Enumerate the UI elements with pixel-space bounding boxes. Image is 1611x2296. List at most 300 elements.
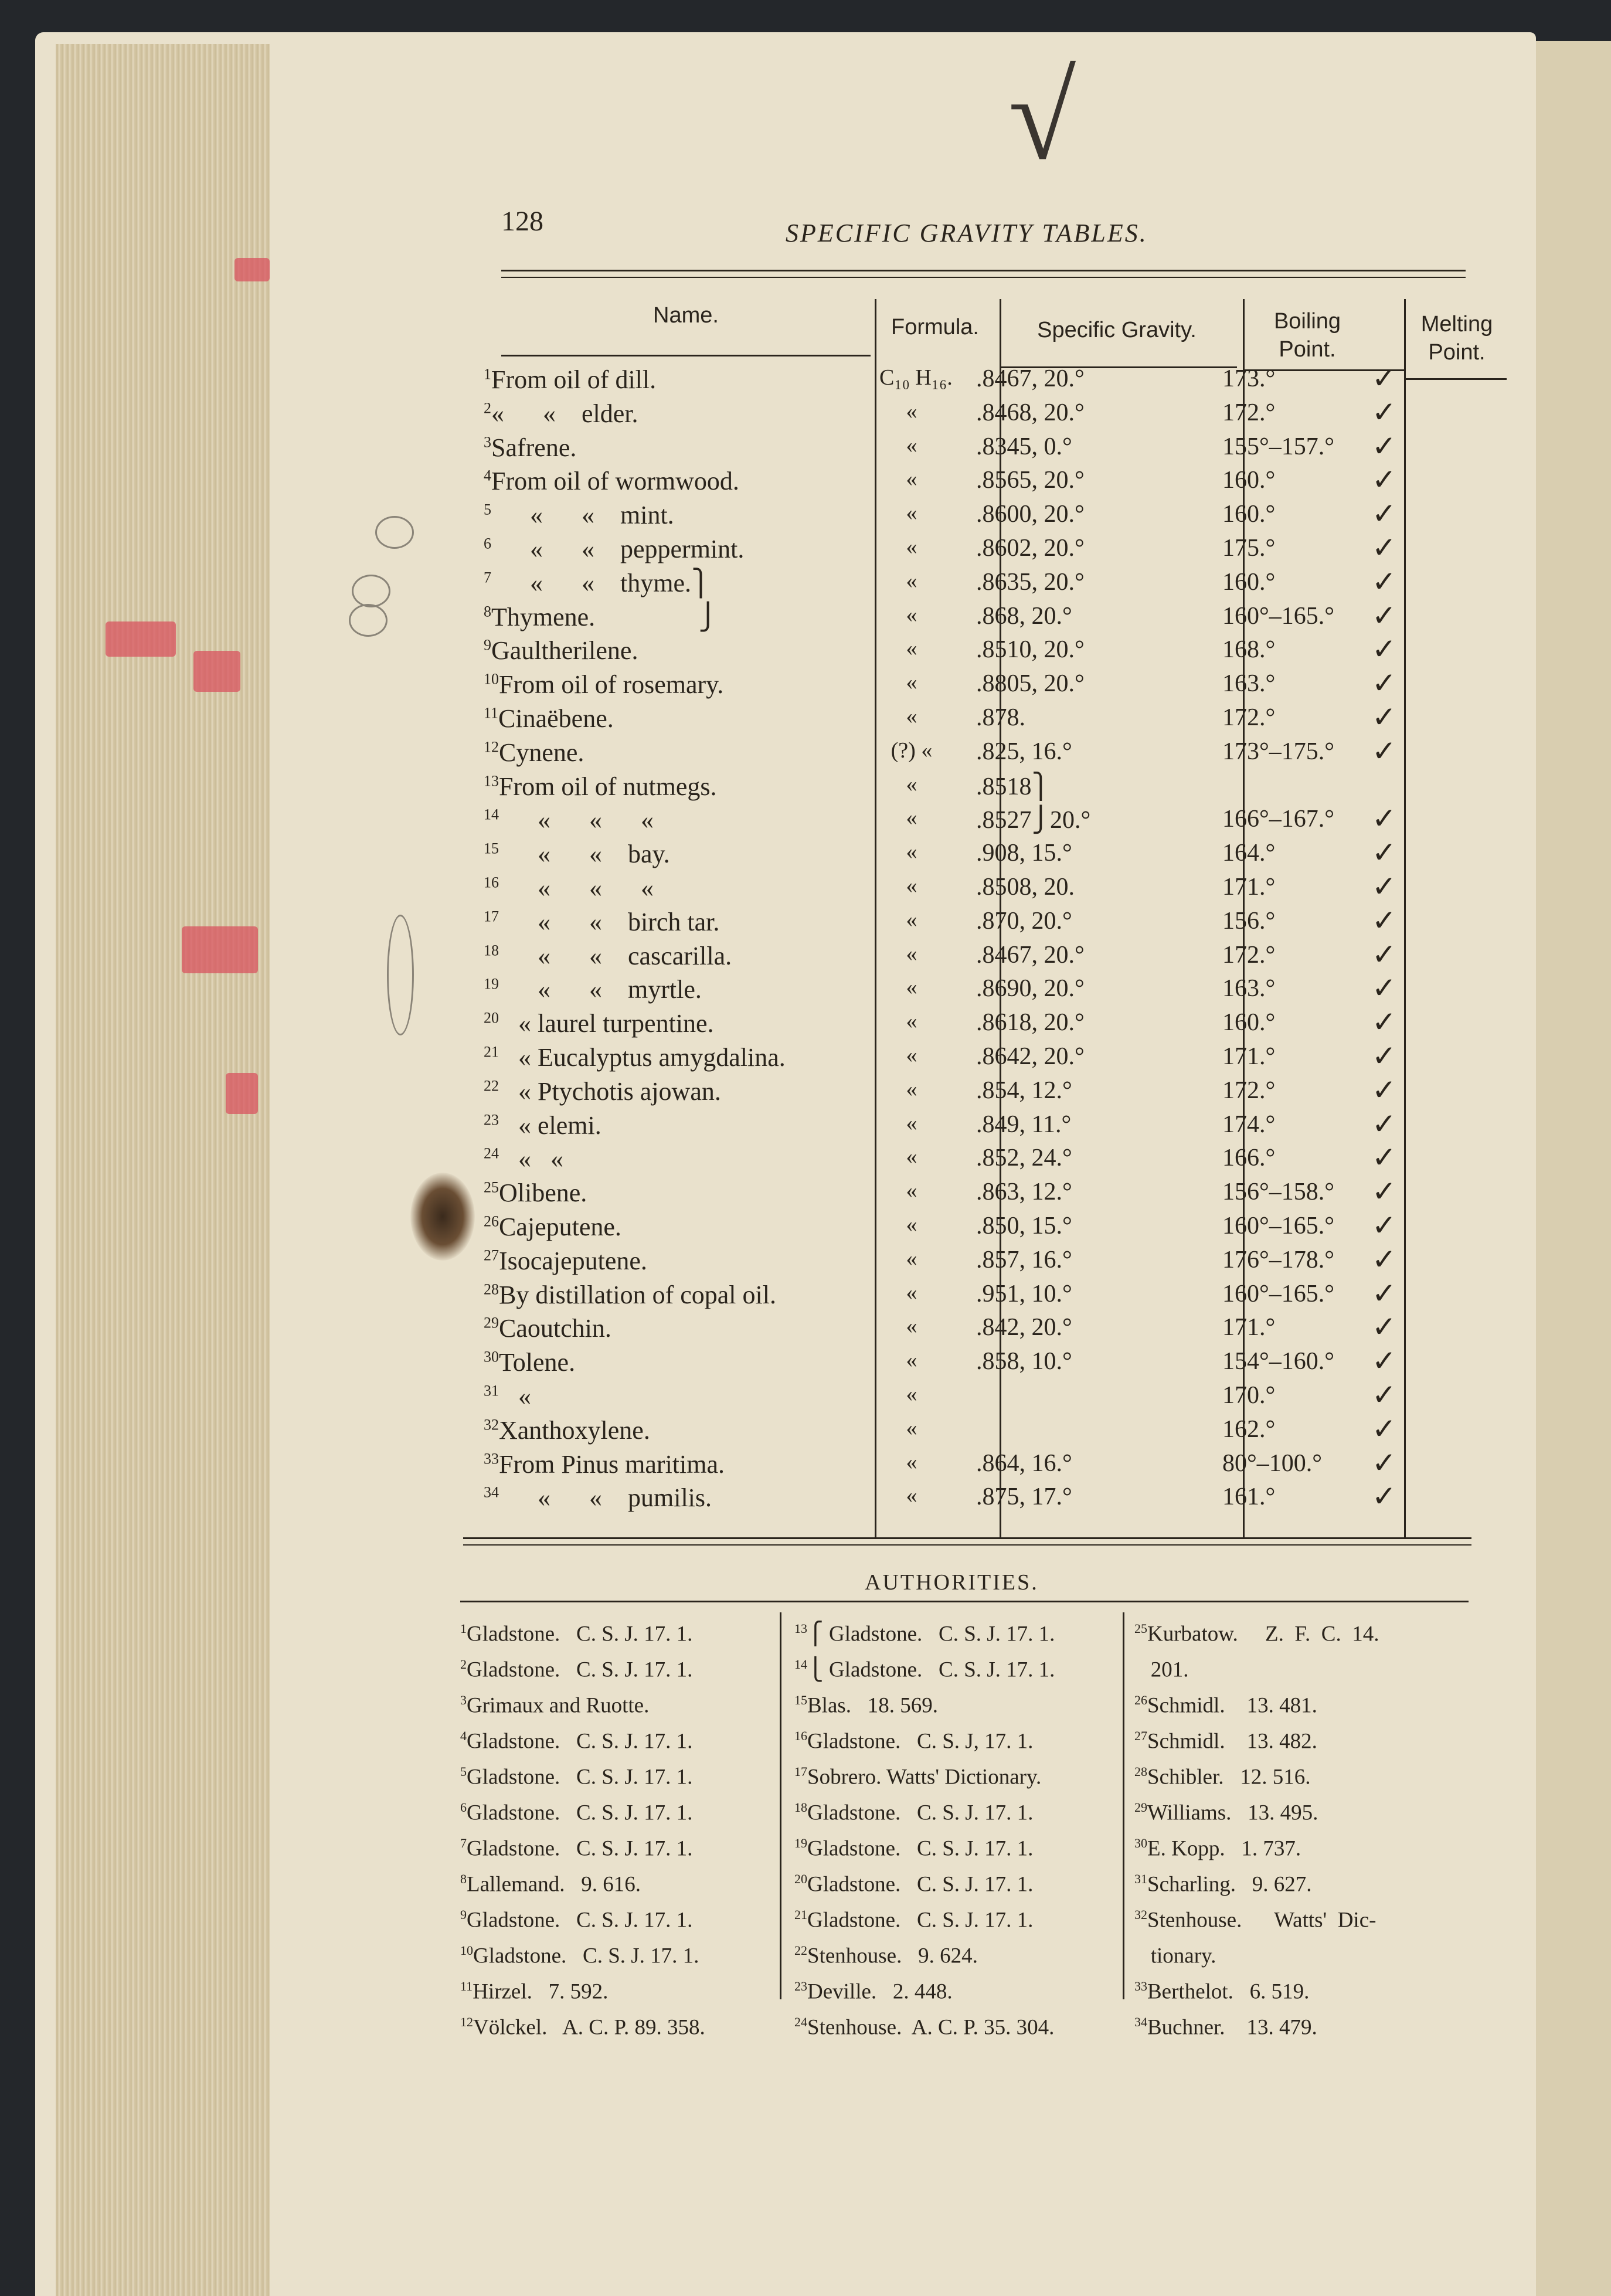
authority-entry (460, 1971, 705, 2007)
specific-gravity-cell: .8618, 20.° (976, 1009, 1085, 1037)
authorities-rule (460, 1601, 1469, 1602)
table-row (0, 599, 1611, 636)
footnote-number: 22 (484, 1077, 499, 1095)
name-cell (484, 1178, 587, 1208)
table-row (0, 1310, 1611, 1347)
boiling-point-cell: 160.° (1222, 568, 1276, 596)
name-cell (484, 738, 584, 767)
footnote-number: 5 (484, 501, 491, 518)
authority-text: Gladstone. C. S. J. 17. 1. (467, 1658, 693, 1682)
formula-cell: « (906, 467, 917, 492)
table-row (0, 904, 1611, 941)
authority-text: Gladstone. C. S. J. 17. 1. (467, 1765, 693, 1789)
formula-cell: « (906, 1415, 917, 1441)
authority-text: Gladstone. C. S. J. 17. 1. (807, 1801, 1034, 1825)
pencil-check-icon: ✓ (1372, 701, 1396, 733)
table-row (0, 802, 1611, 839)
table-row (0, 772, 1611, 806)
specific-gravity-cell: .863, 12.° (976, 1178, 1072, 1206)
formula-cell: « (906, 1280, 917, 1305)
table-row (0, 1008, 1611, 1042)
specific-gravity-cell: .850, 15.° (976, 1212, 1072, 1239)
authority-number: 8 (460, 1872, 467, 1887)
pencil-check-icon: ✓ (1372, 429, 1396, 463)
authority-text: tionary. (1134, 1944, 1216, 1968)
substance-name: « « « (499, 806, 654, 835)
authority-text: Schmidl. 13. 482. (1147, 1729, 1317, 1754)
name-cell (484, 974, 702, 1004)
formula-cell: « (906, 1314, 917, 1339)
substance-name: Cajeputene. (499, 1212, 621, 1241)
name-cell (484, 399, 638, 429)
boiling-point-cell: 160°–165.° (1222, 1280, 1335, 1307)
authority-entry (460, 2007, 705, 2043)
authority-number: 22 (794, 1943, 807, 1958)
boiling-point-cell: 156.° (1222, 907, 1276, 935)
authority-text: Schibler. 12. 516. (1147, 1765, 1311, 1789)
specific-gravity-cell: .8600, 20.° (976, 501, 1085, 528)
substance-name: « « bay. (499, 840, 670, 869)
substance-name: Xanthoxylene. (499, 1415, 650, 1445)
authority-number: 2 (460, 1657, 467, 1672)
substance-name: « « peppermint. (491, 535, 745, 563)
specific-gravity-cell: .951, 10.° (976, 1280, 1072, 1307)
authority-text: Grimaux and Ruotte. (467, 1693, 650, 1718)
authority-entry (460, 1757, 705, 1792)
authority-number: 20 (794, 1872, 807, 1887)
authorities-divider (1123, 1612, 1124, 1999)
authority-entry (794, 1971, 1055, 2007)
authority-entry (460, 1828, 705, 1864)
table-row (0, 667, 1611, 704)
boiling-point-cell: 160.° (1222, 501, 1276, 528)
pencil-check-icon: ✓ (1372, 633, 1396, 666)
boiling-point-cell: 80°–100.° (1222, 1449, 1323, 1477)
table-row (0, 734, 1611, 772)
formula-cell: C₁₀ H₁₆. (879, 365, 953, 390)
substance-name: Isocajeputene. (499, 1246, 647, 1275)
substance-name: « « elder. (491, 399, 638, 428)
specific-gravity-cell: .857, 16.° (976, 1246, 1072, 1273)
specific-gravity-cell: .8527⎭20.° (976, 807, 1091, 834)
authority-number: 7 (460, 1836, 467, 1851)
boiling-point-cell: 154°–160.° (1222, 1348, 1335, 1375)
authority-number: 27 (1134, 1728, 1147, 1744)
footnote-number: 4 (484, 467, 491, 484)
header-melting-text: Melting Point. (1420, 312, 1493, 365)
authority-entry (794, 1935, 1055, 1971)
header-boiling-point (1243, 308, 1372, 364)
substance-name: « « birch tar. (499, 907, 720, 936)
specific-gravity-cell: .8345, 0.° (976, 433, 1072, 460)
substance-name: « laurel turpentine. (499, 1009, 714, 1038)
specific-gravity-cell: .8690, 20.° (976, 975, 1085, 1003)
specific-gravity-cell: .825, 16.° (976, 738, 1072, 765)
boiling-point-cell: 175.° (1222, 535, 1276, 562)
formula-cell: « (906, 501, 917, 526)
authority-entry (460, 1900, 705, 1935)
specific-gravity-cell: .878. (976, 704, 1025, 731)
pencil-check-icon: ✓ (1372, 802, 1396, 835)
table-row (0, 1344, 1611, 1381)
authority-number: 31 (1134, 1872, 1147, 1887)
substance-name: From oil of nutmegs. (499, 772, 717, 801)
authority-number: 9 (460, 1907, 467, 1923)
pencil-check-icon: ✓ (1372, 1209, 1396, 1242)
footnote-number: 8 (484, 602, 491, 620)
authority-text: Williams. 13. 495. (1147, 1801, 1318, 1825)
authority-number: 32 (1134, 1907, 1147, 1923)
pencil-check-icon: ✓ (1372, 972, 1396, 1005)
footnote-number: 13 (484, 772, 499, 789)
formula-cell: « (906, 874, 917, 898)
footnote-number: 6 (484, 535, 491, 552)
pencil-check-icon: ✓ (1372, 362, 1396, 395)
pencil-check-icon: ✓ (1372, 1378, 1396, 1411)
table-row (0, 1412, 1611, 1449)
substance-name: « « cascarilla. (499, 941, 732, 970)
table-row (0, 938, 1611, 975)
table-row (0, 1042, 1611, 1076)
name-cell (484, 1008, 714, 1038)
substance-name: By distillation of copal oil. (499, 1280, 776, 1309)
specific-gravity-cell: .8565, 20.° (976, 467, 1085, 494)
table-row (0, 1175, 1611, 1212)
name-cell (484, 941, 732, 971)
footnote-number: 16 (484, 874, 499, 891)
pencil-check-icon: ✓ (1372, 599, 1396, 632)
substance-name: « (499, 1382, 531, 1411)
boiling-point-cell: 155°–157.° (1222, 433, 1335, 460)
table-row (0, 870, 1611, 907)
formula-cell: (?) « (891, 738, 933, 763)
authority-entry (460, 1685, 705, 1721)
authority-entry (794, 1614, 1055, 1649)
boiling-point-cell: 163.° (1222, 975, 1276, 1003)
formula-cell: « (906, 806, 917, 831)
authority-entry (1134, 1792, 1379, 1828)
table-row (0, 1242, 1611, 1280)
substance-name: « « myrtle. (499, 975, 702, 1004)
formula-cell: « (906, 941, 917, 966)
formula-cell: « (906, 1483, 917, 1509)
table-row (0, 1446, 1611, 1483)
name-cell (484, 907, 719, 937)
formula-cell: « (906, 1144, 917, 1170)
footnote-number: 3 (484, 433, 491, 450)
name-cell (484, 873, 654, 903)
authority-entry (460, 1721, 705, 1757)
authority-text: Gladstone. C. S. J, 17. 1. (807, 1729, 1034, 1754)
boiling-point-cell: 171.° (1222, 874, 1276, 901)
specific-gravity-cell: .854, 12.° (976, 1076, 1072, 1104)
authority-text: Scharling. 9. 627. (1147, 1872, 1312, 1897)
table-top-rule (501, 277, 1466, 278)
name-cell (484, 1483, 712, 1513)
authority-text: 201. (1134, 1658, 1189, 1682)
boiling-point-cell: 164.° (1222, 840, 1276, 867)
table-row (0, 497, 1611, 534)
pencil-check-icon: ✓ (1372, 1276, 1396, 1310)
authorities-column-1 (460, 1614, 705, 2043)
authority-entry (794, 1828, 1055, 1864)
authority-text: Gladstone. C. S. J. 17. 1. (807, 1908, 1034, 1932)
substance-name: From oil of rosemary. (499, 670, 724, 699)
footnote-number: 14 (484, 806, 499, 823)
specific-gravity-cell: .8805, 20.° (976, 670, 1085, 698)
boiling-point-cell: 173.° (1222, 365, 1276, 392)
name-cell (484, 602, 718, 632)
authorities-title: AUTHORITIES. (865, 1570, 1039, 1595)
boiling-point-cell: 166°–167.° (1222, 806, 1335, 833)
name-cell (484, 568, 711, 598)
formula-cell: « (906, 1348, 917, 1373)
name-cell (484, 1144, 563, 1174)
table-row (0, 974, 1611, 1008)
specific-gravity-cell: .864, 16.° (976, 1449, 1072, 1477)
name-cell (484, 1280, 776, 1310)
authority-text: Deville. 2. 448. (807, 1979, 953, 2004)
specific-gravity-cell: .8467, 20.° (976, 941, 1085, 969)
boiling-point-cell: 172.° (1222, 704, 1276, 731)
substance-name: « « thyme.⎫ (491, 568, 711, 597)
authority-text: ⎧ Gladstone. C. S. J. 17. 1. (807, 1622, 1055, 1646)
name-cell (484, 1042, 786, 1072)
authority-entry (794, 2007, 1055, 2043)
table-row (0, 1276, 1611, 1314)
substance-name: « elemi. (499, 1110, 601, 1140)
authority-entry (794, 1864, 1055, 1900)
formula-cell: « (906, 1212, 917, 1237)
pencil-check-icon: ✓ (1372, 1040, 1396, 1072)
specific-gravity-cell: .908, 15.° (976, 840, 1072, 867)
boiling-point-cell: 160.° (1222, 1009, 1276, 1037)
table-top-rule (501, 270, 1466, 271)
authority-number: 16 (794, 1728, 807, 1744)
footnote-number: 30 (484, 1348, 499, 1366)
footnote-number: 34 (484, 1483, 499, 1501)
authority-number: 12 (460, 2015, 473, 2030)
authority-text: Gladstone. C. S. J. 17. 1. (807, 1872, 1034, 1897)
authority-text: Gladstone. C. S. J. 17. 1. (467, 1622, 693, 1646)
footnote-number: 31 (484, 1382, 499, 1400)
name-cell (484, 839, 670, 869)
table-row (0, 1378, 1611, 1415)
authority-number: 28 (1134, 1764, 1147, 1779)
header-name: Name. (653, 303, 719, 328)
substance-name: Caoutchin. (499, 1314, 611, 1343)
substance-name: « « mint. (491, 501, 674, 530)
formula-cell: « (906, 670, 917, 695)
boiling-point-cell: 174.° (1222, 1110, 1276, 1138)
name-cell (484, 704, 614, 733)
name-cell (484, 772, 717, 801)
footnote-number: 7 (484, 569, 491, 586)
table-row (0, 1209, 1611, 1246)
substance-name: Olibene. (499, 1178, 587, 1208)
substance-name: « « pumilis. (499, 1483, 712, 1513)
authority-text: Gladstone. C. S. J. 17. 1. (467, 1908, 693, 1932)
name-cell (484, 365, 656, 395)
footnote-number: 27 (484, 1247, 499, 1264)
authority-text: E. Kopp. 1. 737. (1147, 1836, 1301, 1861)
authority-entry (460, 1649, 705, 1685)
table-row (0, 633, 1611, 670)
name-cell (484, 1246, 647, 1276)
formula-cell: « (906, 1178, 917, 1204)
substance-name: « « « (499, 874, 654, 902)
authority-entry (1134, 1864, 1379, 1900)
specific-gravity-cell: .852, 24.° (976, 1144, 1072, 1172)
authority-number: 17 (794, 1764, 807, 1779)
authorities-divider (780, 1612, 781, 1999)
authority-entry (460, 1935, 705, 1971)
name-cell (484, 670, 723, 699)
specific-gravity-cell: .8602, 20.° (976, 535, 1085, 562)
pencil-check-icon: ✓ (1372, 904, 1396, 937)
boiling-point-cell: 172.° (1222, 941, 1276, 969)
authority-number: 34 (1134, 2015, 1147, 2030)
authority-entry (1134, 1935, 1379, 1971)
pencil-check-icon: ✓ (1372, 1344, 1396, 1378)
authority-entry (1134, 1757, 1379, 1792)
authority-entry (1134, 1971, 1379, 2007)
boiling-point-cell: 170.° (1222, 1382, 1276, 1409)
header-melting-point (1404, 311, 1510, 366)
pencil-check-icon: ✓ (1372, 1141, 1396, 1174)
authority-text: Völckel. A. C. P. 89. 358. (473, 2015, 705, 2040)
specific-gravity-cell: .8510, 20.° (976, 636, 1085, 664)
substance-name: « Eucalyptus amygdalina. (499, 1043, 786, 1072)
formula-cell: « (906, 704, 917, 729)
pencil-check-icon: ✓ (1372, 734, 1396, 767)
authority-entry (794, 1649, 1055, 1685)
name-cell (484, 534, 744, 564)
formula-cell: « (906, 975, 917, 1000)
specific-gravity-cell: .849, 11.° (976, 1110, 1072, 1138)
authority-entry (794, 1685, 1055, 1721)
authority-text: Hirzel. 7. 592. (473, 1979, 609, 2004)
footnote-number: 29 (484, 1314, 499, 1332)
authority-number: 6 (460, 1800, 467, 1815)
authority-entry (1134, 1649, 1379, 1685)
formula-cell: « (906, 602, 917, 627)
authority-number: 24 (794, 2015, 807, 2030)
pencil-check-icon: ✓ (1372, 1310, 1396, 1344)
name-cell (484, 636, 638, 665)
substance-name: Gaultherilene. (491, 636, 638, 665)
header-rule-name (501, 355, 871, 356)
substance-name: Safrene. (491, 433, 577, 462)
authority-number: 23 (794, 1979, 807, 1994)
name-cell (484, 1212, 621, 1242)
pencil-check-icon: ✓ (1372, 395, 1396, 429)
table-bottom-rule (463, 1537, 1471, 1539)
authority-entry (460, 1864, 705, 1900)
authority-text: Gladstone. C. S. J. 17. 1. (467, 1801, 693, 1825)
substance-name: Cynene. (499, 738, 584, 767)
authority-number: 3 (460, 1693, 467, 1708)
footnote-number: 11 (484, 704, 499, 722)
authority-number: 19 (794, 1836, 807, 1851)
specific-gravity-cell: .8635, 20.° (976, 568, 1085, 596)
formula-cell: « (906, 1043, 917, 1068)
pencil-check-icon: ✓ (1372, 1006, 1396, 1039)
authority-text: Sobrero. Watts' Dictionary. (807, 1765, 1042, 1789)
formula-cell: « (906, 1076, 917, 1102)
pencil-check-icon: ✓ (1372, 463, 1396, 497)
boiling-point-cell: 160.° (1222, 467, 1276, 494)
footnote-number: 9 (484, 636, 491, 654)
name-cell (484, 1415, 650, 1445)
footnote-number: 26 (484, 1212, 499, 1230)
authority-entry (1134, 1900, 1379, 1935)
name-cell (484, 1381, 531, 1411)
authority-text: Stenhouse. A. C. P. 35. 304. (807, 2015, 1055, 2040)
running-head: SPECIFIC GRAVITY TABLES. (786, 219, 1148, 247)
substance-name: From oil of wormwood. (491, 467, 739, 496)
pencil-check-icon: ✓ (1372, 1480, 1396, 1513)
boiling-point-cell: 166.° (1222, 1144, 1276, 1172)
authority-entry (1134, 1721, 1379, 1757)
formula-cell: « (906, 636, 917, 661)
formula-cell: « (906, 1009, 917, 1034)
table-row (0, 395, 1611, 433)
name-cell (484, 433, 576, 463)
substance-name: Tolene. (499, 1348, 576, 1377)
table-row (0, 429, 1611, 467)
name-cell (484, 1076, 721, 1106)
table-row (0, 362, 1611, 399)
authority-text: Stenhouse. 9. 624. (807, 1944, 978, 1968)
name-cell (484, 1110, 601, 1140)
authority-number: 25 (1134, 1621, 1147, 1636)
authority-entry (1134, 1685, 1379, 1721)
boiling-point-cell: 161.° (1222, 1483, 1276, 1511)
specific-gravity-cell: .8467, 20.° (976, 365, 1085, 392)
table-row (0, 836, 1611, 873)
substance-name: « « (499, 1144, 563, 1174)
boiling-point-cell: 168.° (1222, 636, 1276, 664)
authority-text: Kurbatow. Z. F. C. 14. (1147, 1622, 1379, 1646)
footnote-number: 19 (484, 975, 499, 993)
formula-cell: « (906, 433, 917, 458)
name-cell (484, 500, 674, 530)
authority-entry (1134, 1614, 1379, 1649)
pencil-check-icon: ✓ (1372, 667, 1396, 700)
authority-entry (460, 1792, 705, 1828)
formula-cell: « (906, 568, 917, 593)
authority-text: Lallemand. 9. 616. (467, 1872, 641, 1897)
authority-text: Gladstone. C. S. J. 17. 1. (467, 1836, 693, 1861)
authority-number: 5 (460, 1764, 467, 1779)
authority-number: 11 (460, 1979, 473, 1994)
footnote-number: 20 (484, 1009, 499, 1027)
table-row (0, 1480, 1611, 1517)
footnote-number: 32 (484, 1416, 499, 1434)
substance-name: Thymene. ⎭ (491, 602, 718, 631)
header-boiling-text: Boiling Point. (1273, 309, 1341, 362)
table-row (0, 1073, 1611, 1110)
table-row (0, 565, 1611, 602)
check-mark: √ (1008, 49, 1076, 185)
boiling-point-cell: 160°–165.° (1222, 602, 1335, 630)
table-row (0, 1107, 1611, 1144)
authority-number: 21 (794, 1907, 807, 1923)
formula-cell: « (906, 1246, 917, 1271)
table-row (0, 463, 1611, 500)
authority-number: 18 (794, 1800, 807, 1815)
